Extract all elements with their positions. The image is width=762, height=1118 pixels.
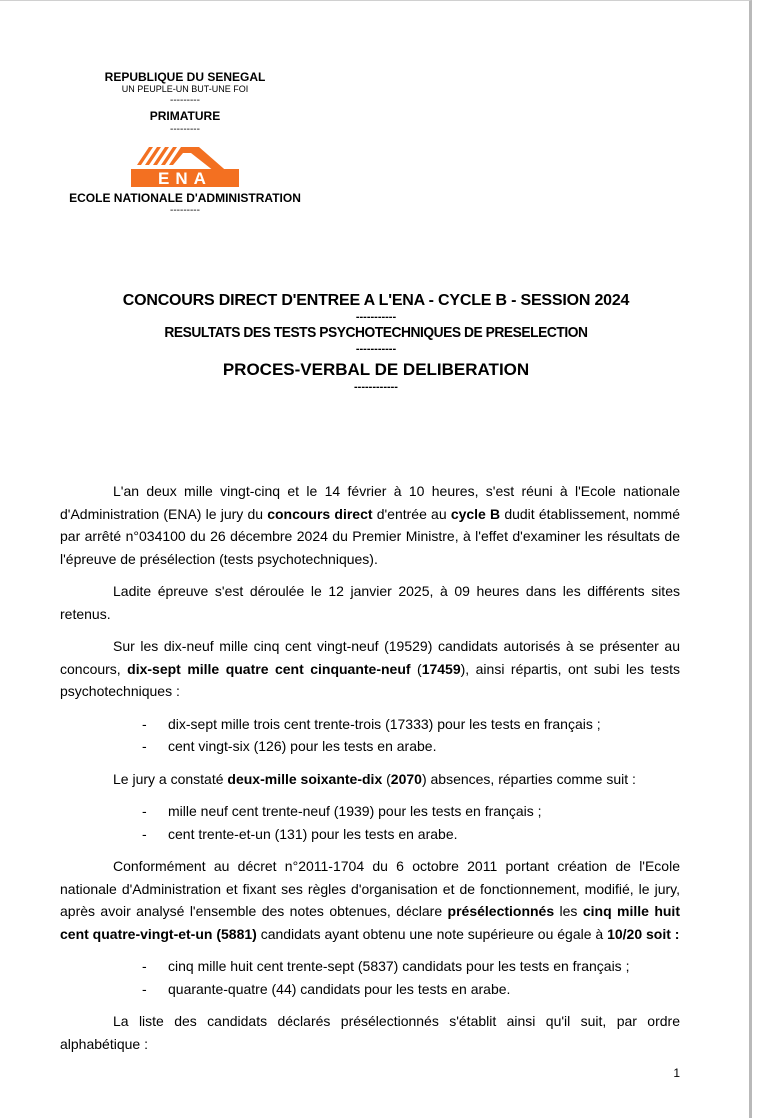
list-item: - cinq mille huit cent trente-sept (5837) candidats pour les tests en français ; (142, 955, 680, 978)
logo-text: ENA (158, 168, 212, 188)
national-motto: UN PEUPLE-UN BUT-UNE FOI (121, 84, 249, 95)
list-absences (60, 800, 680, 845)
title-part: D'ENTREE A L'ENA - (277, 292, 439, 309)
list-item: - dix-sept mille trois cent trente-trois (17333) pour les tests en français ; (142, 713, 680, 736)
paragraph-exam-date: Ladite épreuve s'est déroulée le 12 janvier 2025, à 09 heures dans les différents sites retenus. (60, 583, 680, 622)
school-name: ECOLE NATIONALE D'ADMINISTRATION (69, 190, 301, 205)
ena-logo (129, 141, 241, 189)
paragraph-meeting: L'an deux mille vingt-cinq et le 14 février à 10 heures, s'est réuni à l'Ecole nationale d'Administration (ENA) le jury du concours direct d'entrée au cycle B dudit établissement, nommé par arrêté n°034100 du 26 décembre 2024 du Premier Ministre, à l'effet d'examiner les résultats de l'épreuve de présélection (tests psychotechniques). (60, 483, 680, 567)
title-separator: ------------ (354, 381, 398, 393)
ministry-name: PRIMATURE (149, 109, 221, 124)
title-part-direct: DIRECT (218, 292, 278, 309)
separator: --------- (170, 204, 200, 216)
title-part-session: - SESSION 2024 (506, 292, 630, 309)
list-candidates (60, 713, 680, 758)
paragraph-candidates: Sur les dix-neuf mille cinq cent vingt-neuf (19529) candidats autorisés à se présenter au concours, dix-sept mille quatre cent cinquante-neuf (17459), ainsi répartis, ont subi les tests psychotechniques : (60, 638, 680, 699)
title-line-1 (60, 292, 692, 310)
title-part-cycle: CYCLE B (438, 292, 507, 309)
paragraph-list-intro: La liste des candidats déclarés présélectionnés s'établit ainsi qu'il suit, par ordre alphabétique : (60, 1013, 680, 1052)
document-body (60, 480, 680, 1065)
paragraph-absences: Le jury a constaté deux-mille soixante-dix (2070) absences, réparties comme suit : (113, 770, 636, 787)
letterhead (60, 70, 310, 216)
country-name: REPUBLIQUE DU SENEGAL (104, 70, 266, 84)
list-preselected (60, 955, 680, 1000)
list-item: - mille neuf cent trente-neuf (1939) pour les tests en français ; (142, 800, 680, 823)
list-item: - cent trente-et-un (131) pour les tests en arabe. (142, 823, 680, 846)
document-titles (60, 292, 692, 394)
title-separator: ----------- (355, 311, 397, 323)
list-item: - cent vingt-six (126) pour les tests en arabe. (142, 735, 680, 758)
title-separator: ----------- (355, 343, 397, 355)
separator: --------- (170, 95, 200, 107)
title-line-3: PROCES-VERBAL DE DELIBERATION (222, 360, 530, 379)
title-line-2: RESULTATS DES TESTS PSYCHOTECHNIQUES DE PRESELECTION (164, 324, 588, 341)
page-number: 1 (673, 1066, 680, 1080)
title-part: CONCOURS (122, 292, 219, 309)
list-item: - quarante-quatre (44) candidats pour les tests en arabe. (142, 978, 680, 1001)
separator: --------- (170, 123, 200, 135)
paragraph-preselection: Conformément au décret n°2011-1704 du 6 octobre 2011 portant création de l'Ecole nationale d'Administration et fixant ses règles d'organisation et de fonctionnement, modifié, le jury, après avoir analysé l'ensemble des notes obtenues, déclare présélectionnés les cinq mille huit cent quatre-vingt-et-un (5881) candidats ayant obtenu une note supérieure ou égale à 10/20 soit : (60, 858, 680, 942)
